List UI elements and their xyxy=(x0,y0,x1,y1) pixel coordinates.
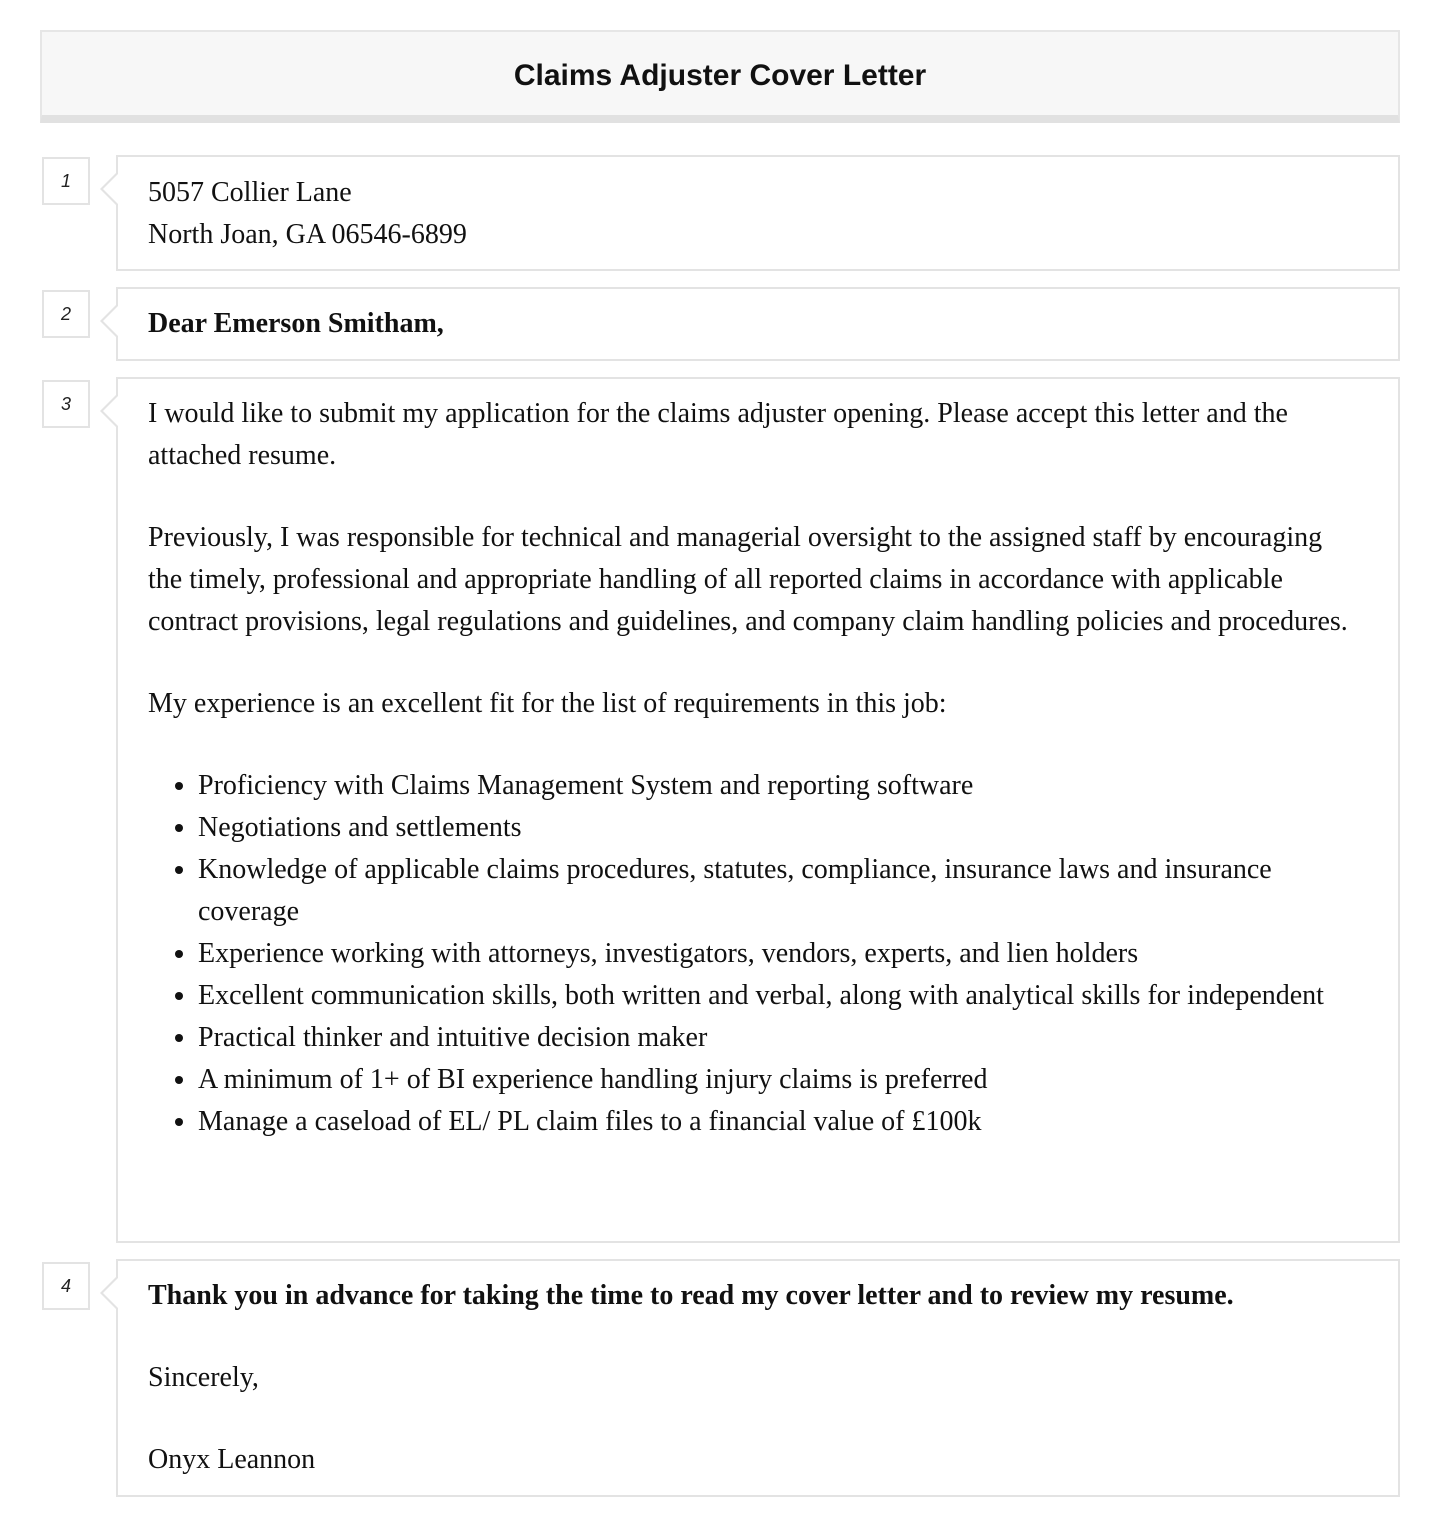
list-item: • Knowledge of applicable claims procedures, statutes, compliance, insurance laws and insurance coverage xyxy=(198,849,1358,933)
section-number-1: 1 xyxy=(42,157,90,205)
salutation-block xyxy=(116,287,1400,361)
closing-block xyxy=(116,1259,1400,1497)
address-block xyxy=(116,155,1400,271)
section-number-4: 4 xyxy=(42,1262,90,1310)
thanks-paragraph: Thank you in advance for taking the time to read my cover letter and to review my resume. xyxy=(148,1280,1234,1311)
intro-paragraph: I would like to submit my application for the claims adjuster opening. Please accept this letter and the attached resume. xyxy=(148,398,1288,471)
page-header xyxy=(40,30,1400,123)
list-item: • Proficiency with Claims Management System and reporting software xyxy=(198,765,1358,807)
experience-paragraph: Previously, I was responsible for technical and managerial oversight to the assigned staff by encouraging the timely, professional and appropriate handling of all reported claims in accordance with applicable contract provisions, legal regulations and guidelines, and company claim handling policies and procedures. xyxy=(148,522,1348,637)
signature: Onyx Leannon xyxy=(148,1444,316,1475)
address-line-1: 5057 Collier Lane xyxy=(148,177,352,208)
list-item: • Experience working with attorneys, investigators, vendors, experts, and lien holders xyxy=(198,933,1358,975)
section-number-2: 2 xyxy=(42,290,90,338)
page-title: Claims Adjuster Cover Letter xyxy=(513,59,927,92)
address-line-2: North Joan, GA 06546-6899 xyxy=(148,219,467,250)
list-item: • Excellent communication skills, both written and verbal, along with analytical skills for independent xyxy=(198,975,1358,1017)
salutation: Dear Emerson Smitham, xyxy=(148,308,444,339)
fit-statement: My experience is an excellent fit for the list of requirements in this job: xyxy=(148,688,947,719)
body-block xyxy=(116,377,1400,1243)
list-item: • Practical thinker and intuitive decision maker xyxy=(198,1017,1358,1059)
list-item: • Negotiations and settlements xyxy=(198,807,1358,849)
section-number-3: 3 xyxy=(42,380,90,428)
closing-text: Sincerely, xyxy=(148,1362,259,1393)
list-item: • A minimum of 1+ of BI experience handling injury claims is preferred xyxy=(198,1059,1358,1101)
list-item: • Manage a caseload of EL/ PL claim files to a financial value of £100k xyxy=(198,1101,1358,1143)
requirements-list xyxy=(148,765,1358,1143)
